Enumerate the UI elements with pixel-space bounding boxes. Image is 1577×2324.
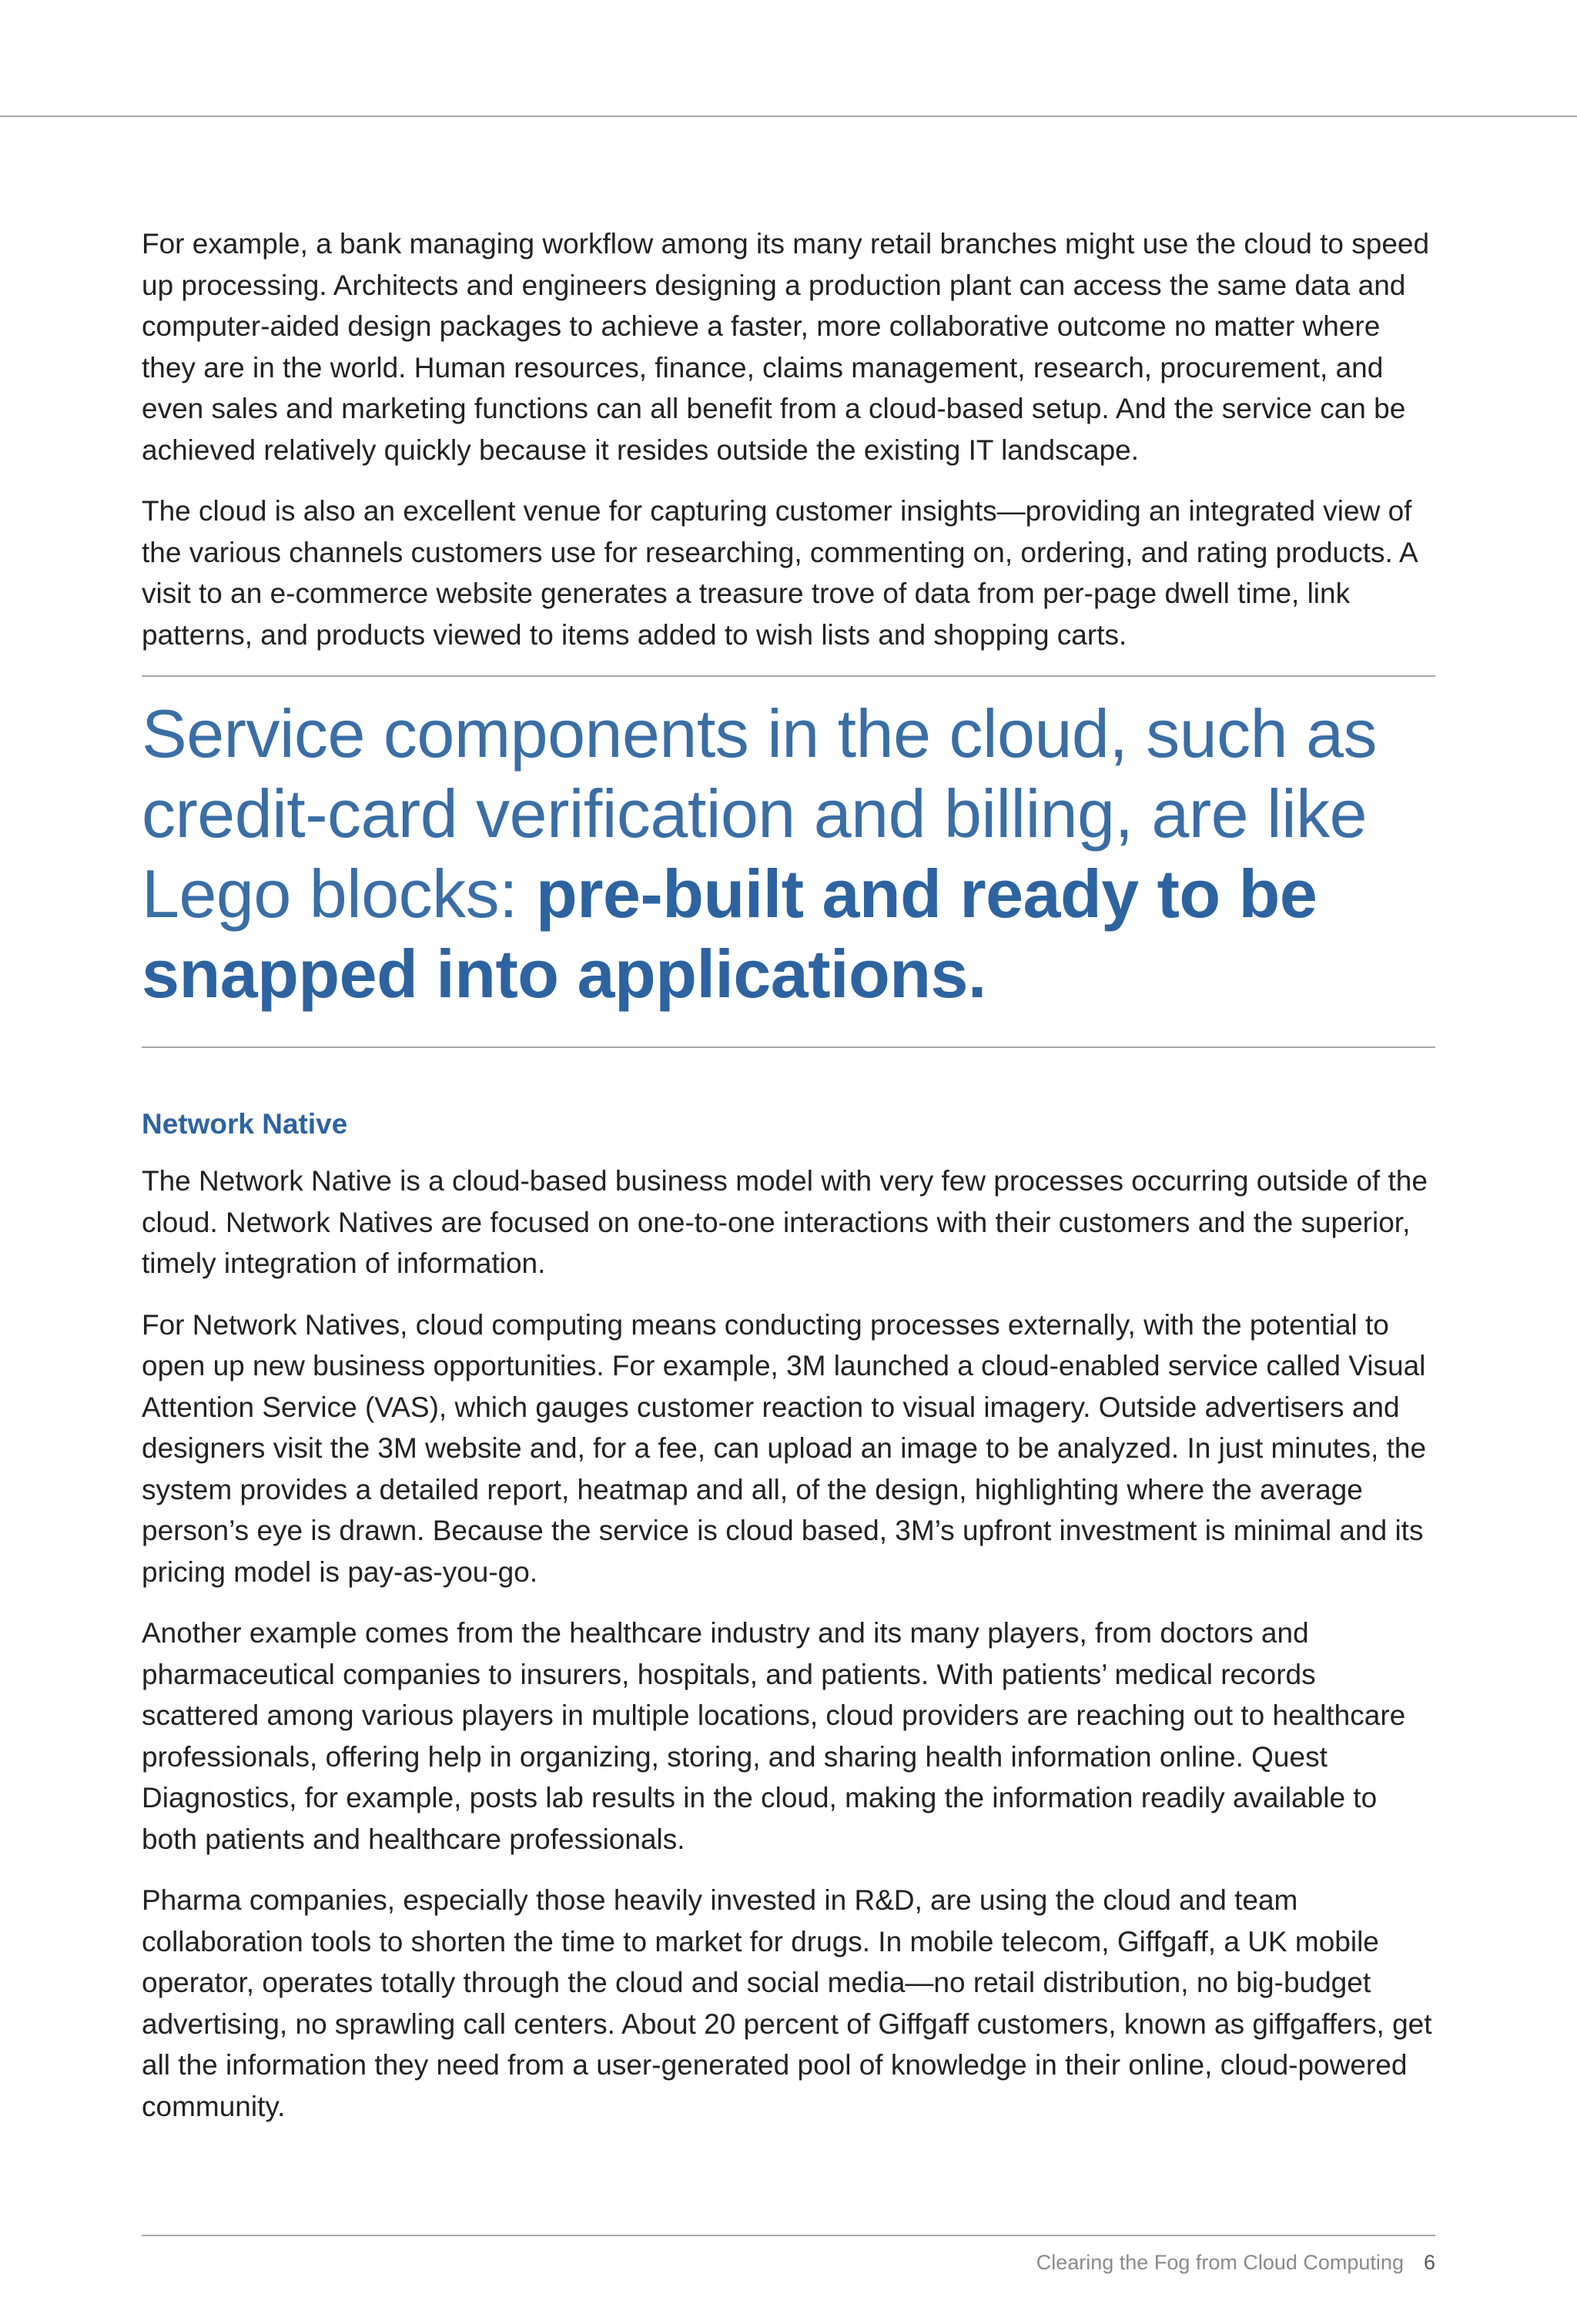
paragraph-customer-insights: The cloud is also an excellent venue for capturing customer insights—providing an integrated view of the various channels customers use for researching, commenting on, ordering, and rating products. A visit to an e-commerce website generates a treasure trove of data from per-page dwell time, link patterns, and products viewed to items added to wish lists and shopping carts.	[142, 495, 1417, 651]
pullquote-light-text: Service components in the cloud, such as credit-card verification and billing, are like Lego blocks:	[142, 695, 1378, 932]
footer-document-title: Clearing the Fog from Cloud Computing	[1036, 2251, 1404, 2274]
pullquote-bold-text: pre-built and ready to be snapped into applications.	[142, 856, 1318, 1012]
paragraph-pharma-giffgaff: Pharma companies, especially those heavily invested in R&D, are using the cloud and team collaboration tools to shorten the time to market for drugs. In mobile telecom, Giffgaff, a UK mobile operator, operates totally through the cloud and social media—no retail distribution, no big-budget advertising, no sprawling call centers. About 20 percent of Giffgaff customers, known as giffgaffers, get all the information they need from a user-generated pool of knowledge in their online, cloud-powered community.	[142, 1884, 1432, 2122]
page-footer	[1036, 2249, 1435, 2276]
paragraph-healthcare-example: Another example comes from the healthcare industry and its many players, from doctors and pharmaceutical companies to insurers, hospitals, and patients. With patients’ medical records scattered among various players in multiple locations, cloud providers are reaching out to healthcare professionals, offering help in organizing, storing, and sharing health information online. Quest Diagnostics, for example, posts lab results in the cloud, making the information readily available to both patients and healthcare professionals.	[142, 1617, 1406, 1855]
footer-page-number: 6	[1423, 2251, 1435, 2274]
paragraph-3m-example: For Network Natives, cloud computing means conducting processes externally, with the potential to open up new business opportunities. For example, 3M launched a cloud-enabled service called Visual Attention Service (VAS), which gauges customer reaction to visual imagery. Outside advertisers and designers visit the 3M website and, for a fee, can upload an image to be analyzed. In just minutes, the system provides a detailed report, heatmap and all, of the design, highlighting where the average person’s eye is drawn. Because the service is cloud based, 3M’s upfront investment is minimal and its pricing model is pay-as-you-go.	[142, 1308, 1427, 1588]
paragraph-network-native-definition: The Network Native is a cloud-based business model with very few processes occurring outside of the cloud. Network Natives are focused on one-to-one interactions with their customers and the superior, timely integration of information.	[142, 1165, 1428, 1279]
page-content	[142, 223, 1435, 2147]
section-heading-network-native: Network Native	[142, 1108, 348, 1140]
footer-rule	[142, 2235, 1435, 2236]
pullquote	[142, 677, 1435, 1046]
paragraph-bank-example: For example, a bank managing workflow among its many retail branches might use the cloud to speed up processing. Architects and engineers designing a production plant can access the same data and computer-aided design packages to achieve a faster, more collaborative outcome no matter where they are in the world. Human resources, finance, claims management, research, procurement, and even sales and marketing functions can all benefit from a cloud-based setup. And the service can be achieved relatively quickly because it resides outside the existing IT landscape.	[142, 228, 1430, 466]
pullquote-bottom-rule	[142, 1046, 1435, 1048]
top-rule	[0, 116, 1577, 117]
